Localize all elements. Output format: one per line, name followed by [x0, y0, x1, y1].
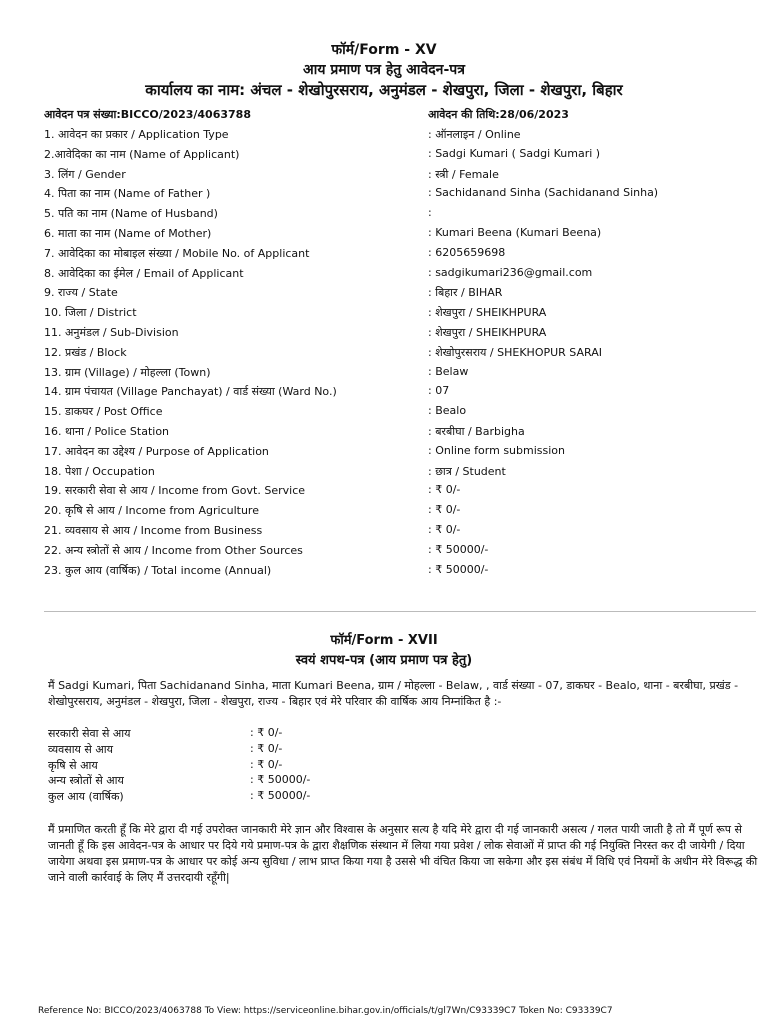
- form-xv-title: फॉर्म/Form - XV: [331, 42, 437, 58]
- field-value: : Sadgi Kumari ( Sadgi Kumari ): [428, 146, 601, 160]
- reference-footer: Reference No: BICCO/2023/4063788 To View: https://serviceonline.bihar.gov.in/officials/t/gl7Wn/C93339C7 Token No: C93339C7: [38, 1006, 613, 1016]
- field-value: : ₹ 0/-: [428, 483, 461, 497]
- field-row: [0, 362, 768, 382]
- income-label: कुल आय (वार्षिक): [48, 790, 124, 804]
- field-row: [0, 302, 768, 322]
- field-value: : Bealo: [428, 404, 467, 418]
- field-label: 11. अनुमंडल / Sub-Division: [44, 325, 179, 339]
- field-label: 13. ग्राम (Village) / मोहल्ला (Town): [44, 365, 211, 379]
- income-label: अन्य स्त्रोतों से आय: [48, 774, 124, 788]
- field-row: [0, 381, 768, 401]
- field-value: :: [428, 206, 432, 220]
- income-summary: [0, 726, 768, 805]
- field-row: [0, 520, 768, 540]
- field-value: : Online form submission: [428, 443, 566, 457]
- income-row: [0, 789, 768, 805]
- field-label: 23. कुल आय (वार्षिक) / Total income (Annual): [44, 563, 272, 577]
- field-label: 12. प्रखंड / Block: [44, 345, 127, 359]
- field-label: 3. लिंग / Gender: [44, 167, 126, 181]
- field-label: 10. जिला / District: [44, 306, 137, 320]
- field-value: : 07: [428, 384, 450, 398]
- field-label: 15. डाकघर / Post Office: [44, 405, 163, 419]
- form-xv-subtitle: आय प्रमाण पत्र हेतु आवेदन-पत्र: [303, 62, 465, 78]
- field-row: [0, 243, 768, 263]
- field-value: : ₹ 0/-: [428, 503, 461, 517]
- field-row: [0, 183, 768, 203]
- office-name: कार्यालय का नाम: अंचल - शेखोपुरसराय, अनुमंडल - शेखपुरा, जिला - शेखपुरा, बिहार: [145, 81, 623, 99]
- field-row: [0, 560, 768, 580]
- income-value: : ₹ 0/-: [250, 726, 283, 739]
- application-number: आवेदन पत्र संख्या:BICCO/2023/4063788: [44, 108, 251, 121]
- field-label: 2.आवेदिका का नाम (Name of Applicant): [44, 147, 240, 161]
- form-xvii-subtitle: स्वयं शपथ-पत्र (आय प्रमाण पत्र हेतु): [295, 653, 473, 668]
- declaration-text: मैं Sadgi Kumari, पिता Sachidanand Sinha, माता Kumari Beena, ग्राम / मोहल्ला - Belaw, , वार्ड संख्या - 07, डाकघर - Bealo, थाना - बरबीघा, प्रखंड - शेखोपुरसराय, अनुमंडल - शेखपुरा, जिला - शेखपुरा, राज्य - बिहार एवं मेरे परिवार की वार्षिक आय निम्नांकित है :-: [48, 679, 739, 708]
- field-row: [0, 164, 768, 184]
- field-row: [0, 401, 768, 421]
- field-label: 9. राज्य / State: [44, 286, 118, 300]
- field-row: [0, 540, 768, 560]
- application-date: आवेदन की तिथि:28/06/2023: [428, 108, 569, 121]
- field-value: : शेखपुरा / SHEIKHPURA: [428, 325, 547, 339]
- income-row: [0, 773, 768, 789]
- income-value: : ₹ 50000/-: [250, 789, 311, 803]
- field-row: [0, 203, 768, 223]
- field-label: 19. सरकारी सेवा से आय / Income from Govt. Service: [44, 484, 306, 498]
- certification-text: मैं प्रमाणित करती हूँ कि मेरे द्वारा दी गई उपरोक्त जानकारी मेरे ज्ञान और विश्वास के अनुसार सत्य है यदि मेरे द्वारा दी गई जानकारी असत्य / गलत पायी जाती है तो मैं पूर्ण रूप से जानती हूँ कि इस आवेदन-पत्र के आधार पर दिये गये प्रमाण-पत्र के द्वारा शैक्षणिक संस्थान में लिया गया प्रवेश / लोक सेवाओं में प्राप्त की गई नियुक्ति निरस्त कर दी जायेगी / दिया जायेगा अथवा इस प्रमाण-पत्र के आधार पर कोई अन्य सुविधा / लाभ प्राप्त किया गया है उससे भी वंचित किया जा सकेगा और इस संबंध में विधि एवं नियमों के अधीन मेरे विरूद्ध की जाने वाली कार्रवाई के लिए मैं उत्तरदायी रहूँगी|: [48, 823, 758, 884]
- field-label: 14. ग्राम पंचायत (Village Panchayat) / वार्ड संख्या (Ward No.): [44, 385, 337, 399]
- field-row: [0, 342, 768, 362]
- field-value: : 6205659698: [428, 245, 506, 259]
- field-row: [0, 282, 768, 302]
- income-label: सरकारी सेवा से आय: [48, 727, 131, 740]
- field-label: 5. पति का नाम (Name of Husband): [44, 207, 218, 221]
- form-xvii-title: फॉर्म/Form - XVII: [330, 633, 438, 648]
- income-row: [0, 742, 768, 758]
- field-label: 16. थाना / Police Station: [44, 424, 170, 438]
- field-row: [0, 421, 768, 441]
- field-label: 17. आवेदन का उद्देश्य / Purpose of Application: [44, 444, 269, 458]
- field-value: : छात्र / Student: [428, 464, 506, 478]
- field-value: : ₹ 50000/-: [428, 562, 489, 576]
- field-label: 4. पिता का नाम (Name of Father ): [44, 187, 211, 201]
- income-value: : ₹ 50000/-: [250, 773, 311, 787]
- income-row: [0, 758, 768, 774]
- field-label: 18. पेशा / Occupation: [44, 464, 155, 478]
- income-label: व्यवसाय से आय: [48, 742, 113, 756]
- field-row: [0, 322, 768, 342]
- income-value: : ₹ 0/-: [250, 741, 283, 755]
- field-value: : Belaw: [428, 364, 469, 378]
- field-label: 20. कृषि से आय / Income from Agriculture: [44, 504, 259, 518]
- field-row: [0, 480, 768, 500]
- income-label: कृषि से आय: [48, 758, 98, 772]
- field-row: [0, 441, 768, 461]
- field-value: : ₹ 0/-: [428, 522, 461, 536]
- field-value: : स्त्री / Female: [428, 167, 499, 181]
- field-value: : Kumari Beena (Kumari Beena): [428, 225, 602, 239]
- field-value: : शेखोपुरसराय / SHEKHOPUR SARAI: [428, 345, 602, 359]
- field-row: [0, 461, 768, 481]
- field-row: [0, 500, 768, 520]
- field-value: : sadgikumari236@gmail.com: [428, 265, 593, 279]
- field-value: : शेखपुरा / SHEIKHPURA: [428, 306, 547, 320]
- field-label: 21. व्यवसाय से आय / Income from Business: [44, 523, 263, 537]
- income-value: : ₹ 0/-: [250, 757, 283, 771]
- field-value: : ऑनलाइन / Online: [428, 128, 521, 141]
- field-row: [0, 263, 768, 283]
- section-divider: [44, 611, 756, 612]
- field-value: : बिहार / BIHAR: [428, 286, 503, 300]
- field-label: 6. माता का नाम (Name of Mother): [44, 226, 212, 240]
- field-value: : ₹ 50000/-: [428, 542, 489, 556]
- field-row: [0, 124, 768, 144]
- field-row: [0, 144, 768, 164]
- field-value: : बरबीघा / Barbigha: [428, 424, 525, 438]
- field-label: 22. अन्य स्त्रोतों से आय / Income from Other Sources: [44, 543, 303, 557]
- field-value: : Sachidanand Sinha (Sachidanand Sinha): [428, 186, 659, 200]
- field-label: 8. आवेदिका का ईमेल / Email of Applicant: [44, 266, 244, 280]
- field-label: 7. आवेदिका का मोबाइल संख्या / Mobile No. of Applicant: [44, 246, 310, 260]
- field-row: [0, 223, 768, 243]
- application-fields: [0, 124, 768, 579]
- income-row: [0, 726, 768, 742]
- field-label: 1. आवेदन का प्रकार / Application Type: [44, 128, 229, 141]
